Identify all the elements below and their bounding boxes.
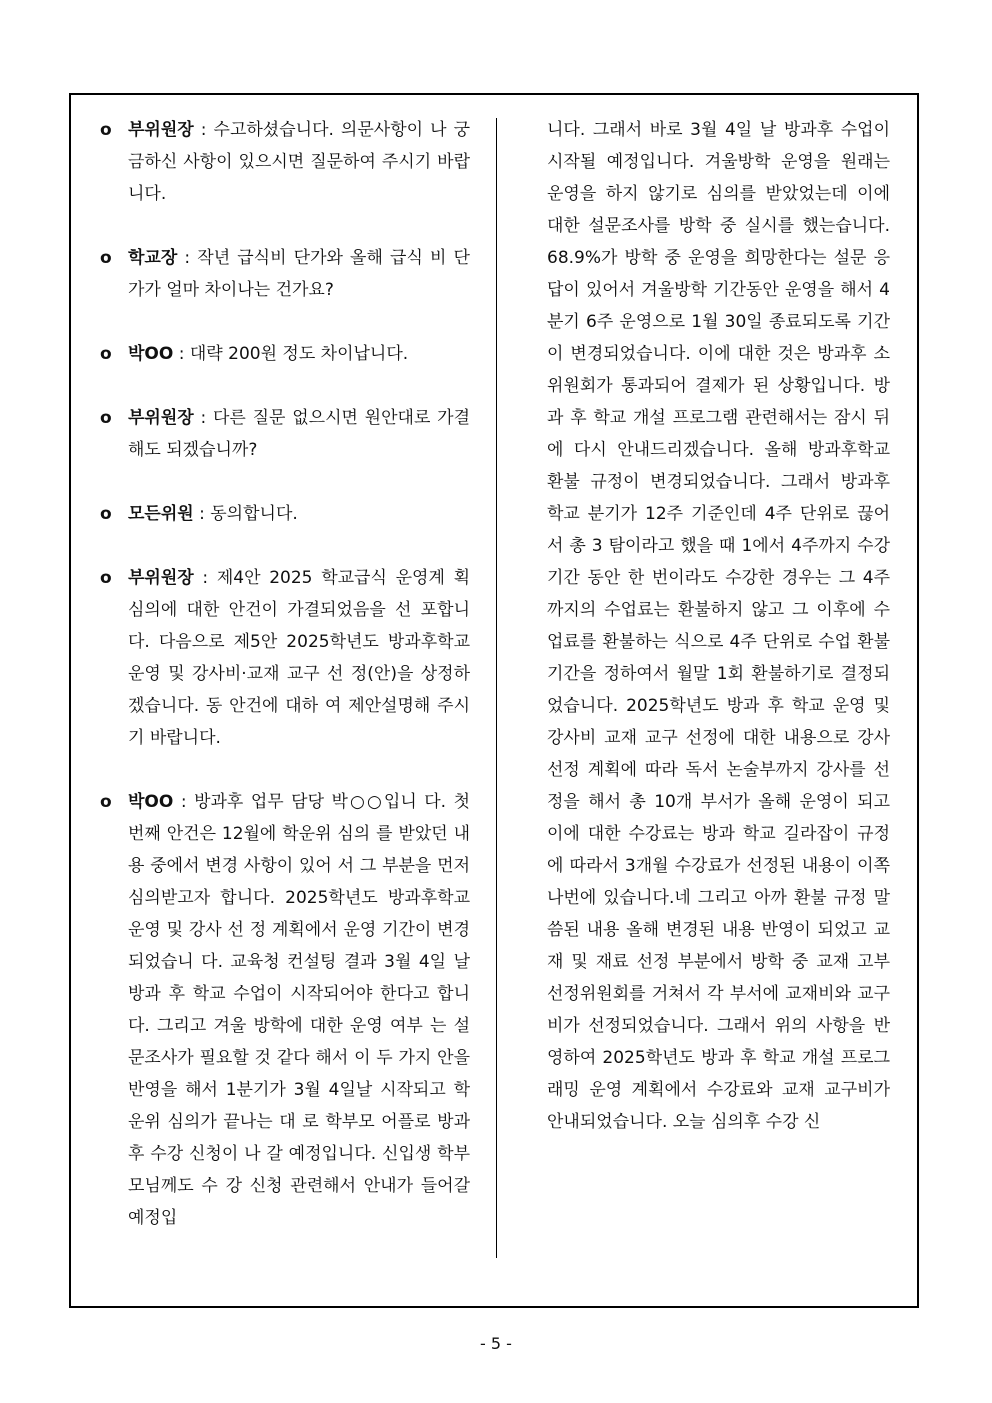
- left-column: [100, 114, 470, 1266]
- bullet-marker: o: [100, 120, 112, 140]
- bullet-marker: o: [100, 504, 112, 524]
- minutes-entry: [100, 402, 470, 466]
- speaker-separator: :: [193, 568, 217, 588]
- speaker-name: 학교장: [128, 248, 178, 268]
- speaker-separator: :: [193, 120, 214, 140]
- bullet-marker: o: [100, 792, 112, 812]
- bullet-marker: o: [100, 248, 112, 268]
- speaker-name: 박OO: [128, 344, 174, 364]
- minutes-entry: [100, 786, 470, 1234]
- statement-text: 동의합니다.: [210, 504, 298, 524]
- speaker-separator: :: [173, 344, 190, 364]
- statement-text: 수고하셨습니다. 의문사항이 나 궁금하신 사항이 있으시면 질문하여 주시기 바랍니다.: [128, 120, 470, 204]
- speaker-name: 부위원장: [128, 408, 194, 428]
- minutes-entry: [100, 242, 470, 306]
- speaker-name: 부위원장: [128, 120, 194, 140]
- bullet-marker: o: [100, 408, 112, 428]
- speaker-name: 박OO: [128, 792, 174, 812]
- statement-text: 다른 질문 없으시면 원안대로 가결해도 되겠습니까?: [128, 408, 470, 460]
- speaker-separator: :: [177, 248, 198, 268]
- speaker-separator: :: [193, 408, 213, 428]
- bullet-marker: o: [100, 344, 112, 364]
- column-divider: [496, 118, 497, 1258]
- continued-statement-text: 니다. 그래서 바로 3월 4일 날 방과후 수업이 시작될 예정입니다. 겨울방학 운영을 원래는 운영을 하지 않기로 심의를 받았었는데 이에 대한 설문조사를 방학 중 실시를 했는습니다. 68.9%가 방학 중 운영을 희망한다는 설문 응답이 있어서 겨울방학 기간동안 운영을 해서 4분기 6주 운영으로 1월 30일 종료되도록 기간이 변경되었습니다. 이에 대한 것은 방과후 소위원회가 통과되어 결제가 된 상황입니다. 방과 후 학교 개설 프로그램 관련해서는 잠시 뒤에 다시 안내드리겠습니다. 올해 방과후학교 환불 규정이 변경되었습니다. 그래서 방과후 학교 분기가 12주 기준인데 4주 단위로 끊어서 총 3 탐이라고 했을 때 1에서 4주까지 수강 기간 동안 한 번이라도 수강한 경우는 그 4주까지의 수업료는 환불하지 않고 그 이후에 수업료를 환불하는 식으로 4주 단위로 수업 환불 기간을 정하여서 월말 1회 환불하기로 결정되었습니다. 2025학년도 방과 후 학교 운영 및 강사비 교재 교구 선정에 대한 내용으로 강사 선정 계획에 따라 독서 논술부까지 강사를 선정을 해서 총 10개 부서가 올해 운영이 되고 이에 대한 수강료는 방과 학교 길라잡이 규정에 따라서 3개월 수강료가 선정된 내용이 이쪽 나번에 있습니다.네 그리고 아까 환불 규정 말씀된 내용 올해 변경된 내용 반영이 되었고 교재 및 재료 선정 부분에서 방학 중 교재 고부 선정위원회를 거쳐서 각 부서에 교재비와 교구비가 선정되었습니다. 그래서 위의 사항을 반영하여 2025학년도 방과 후 학교 개설 프로그래밍 운영 계획에서 수강료와 교재 교구비가 안내되었습니다. 오늘 심의후 수강 신: [547, 120, 890, 1132]
- statement-text: 작년 급식비 단가와 올해 급식 비 단가가 얼마 차이나는 건가요?: [128, 248, 470, 300]
- minutes-entry: [100, 114, 470, 210]
- minutes-entry: [100, 498, 470, 530]
- speaker-separator: :: [173, 792, 195, 812]
- speaker-separator: :: [193, 504, 211, 524]
- minutes-entry: [100, 338, 470, 370]
- speaker-name: 모든위원: [128, 504, 194, 524]
- statement-text: 방과후 업무 담당 박○○입니 다. 첫 번째 안건은 12월에 학운위 심의 를 받았던 내용 중에서 변경 사항이 있어 서 그 부분을 먼저 심의받고자 합니다. 2025학년도 방과후학교 운영 및 강사 선 정 계획에서 운영 기간이 변경되었습니 다. 교육청 컨설팅 결과 3월 4일 날 방과 후 학교 수업이 시작되어야 한다고 합니 다. 그리고 겨울 방학에 대한 운영 여부 는 설문조사가 필요할 것 같다 해서 이 두 가지 안을 반영을 해서 1분기가 3월 4일날 시작되고 학운위 심의가 끝나는 대 로 학부모 어플로 방과후 수강 신청이 나 갈 예정입니다. 신입생 학부모님께도 수 강 신청 관련해서 안내가 들어갈 예정입: [128, 792, 470, 1228]
- bullet-marker: o: [100, 568, 112, 588]
- statement-text: 제4안 2025 학교급식 운영계 획 심의에 대한 안건이 가결되었음을 선 포합니다. 다음으로 제5안 2025학년도 방과후학교 운영 및 강사비·교재 교구 선 정(안)을 상정하겠습니다. 동 안건에 대하 여 제안설명해 주시기 바랍니다.: [128, 568, 470, 748]
- right-column: [547, 114, 890, 1138]
- statement-text: 대략 200원 정도 차이납니다.: [189, 344, 409, 364]
- minutes-entry: [100, 562, 470, 754]
- speaker-name: 부위원장: [128, 568, 194, 588]
- page-number: - 5 -: [480, 1334, 512, 1353]
